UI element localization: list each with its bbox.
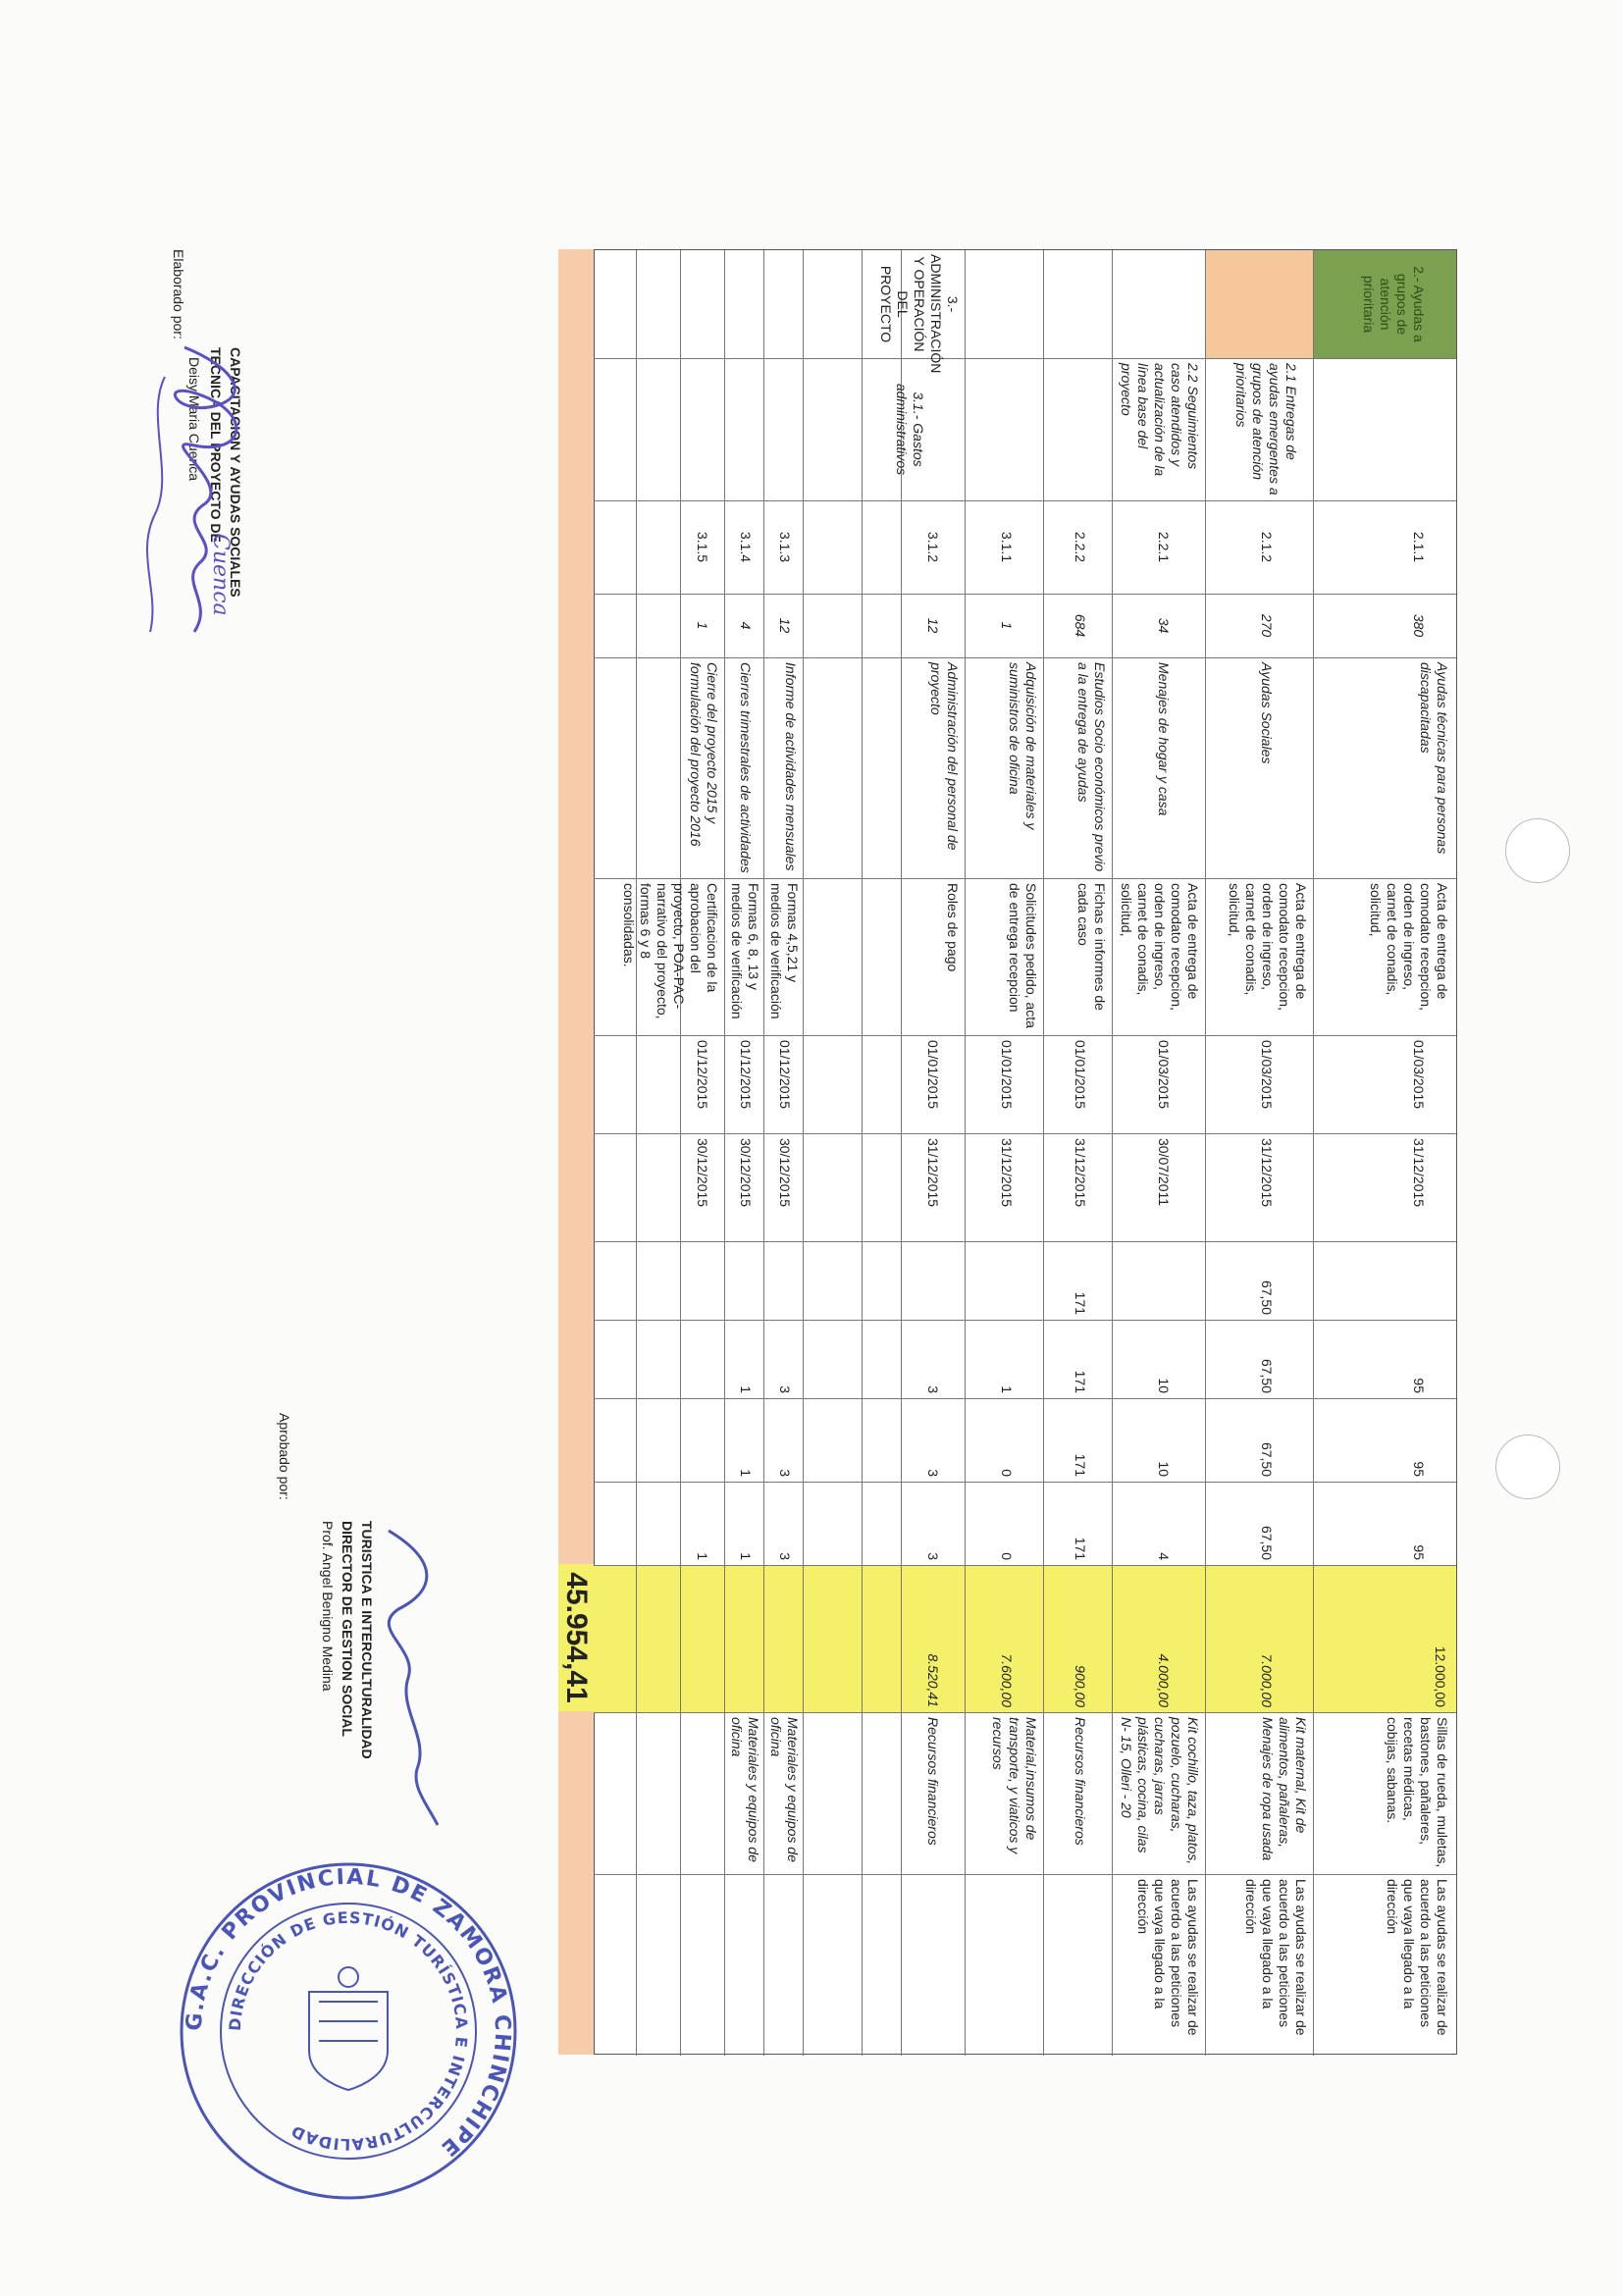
q4-cell: 4 xyxy=(1156,1552,1172,1560)
qty-cell: 12 xyxy=(777,617,793,634)
end-date-cell: 30/07/2011 xyxy=(1156,1138,1172,1207)
budget-cell: 7.600,00 xyxy=(999,1653,1015,1707)
objective-orange-cell xyxy=(1206,250,1314,358)
notes-cell: Las ayudas se realizar de acuerdo a las peticiones que vaya llegado a la dirección xyxy=(1135,1879,1201,2036)
verification-cell: Solicitudes pedido, acta de entrega recepcion xyxy=(1007,883,1039,1028)
end-date-cell: 30/12/2015 xyxy=(695,1138,710,1208)
activity-cell: Ayudas Sociales xyxy=(1259,662,1275,764)
q2-cell: 3 xyxy=(777,1385,793,1393)
code-cell: 2.1.2 xyxy=(1259,531,1275,563)
verification-cell: Acta de entrega de comodato recepcion, orden de ingreso, carnet de conadis, solicitud, xyxy=(1119,883,1201,1011)
handwritten-signature-aprobado xyxy=(369,1521,447,1835)
aprobado-title-2: TURISTICA E INTERCULTURALIDAD xyxy=(359,1521,375,1759)
qty-cell: 1 xyxy=(695,621,710,630)
q4-cell: 3 xyxy=(925,1552,941,1560)
qty-cell: 34 xyxy=(1156,617,1172,634)
q3-cell: 3 xyxy=(777,1469,793,1477)
q3-cell: 67,50 xyxy=(1259,1441,1275,1477)
q4-cell: 3 xyxy=(777,1552,793,1560)
qty-cell: 684 xyxy=(1073,613,1088,638)
activity-cell: Estudios Socio económicos previo a la entrega de ayudas xyxy=(1075,662,1108,872)
start-date-cell: 01/01/2015 xyxy=(1073,1040,1088,1110)
verification-cell: Formas 4,5,21 y medios de verificación xyxy=(768,883,801,1019)
objective-2-label: 2.- Ayudas a grupos de atención prioritaria xyxy=(1361,266,1427,342)
elaborado-name: Deisy Maria Cuenca xyxy=(186,357,202,482)
code-cell: 3.1.5 xyxy=(695,531,710,563)
budget-cell: 4.000,00 xyxy=(1156,1653,1172,1707)
punch-hole-bottom xyxy=(1495,1435,1560,1499)
q4-cell: 171 xyxy=(1073,1537,1088,1560)
end-date-cell: 30/12/2015 xyxy=(738,1138,754,1208)
q3-cell: 10 xyxy=(1156,1461,1172,1477)
budget-yellow-column xyxy=(593,1565,1456,1712)
component-3-1: 3.1.- Gastos administrativos xyxy=(894,383,926,476)
verification-cell: Roles de pago xyxy=(945,883,961,972)
code-cell: 3.1.4 xyxy=(738,531,754,563)
q2-cell: 1 xyxy=(738,1385,754,1393)
notes-cell: Las ayudas se realizar de acuerdo a las peticiones que vaya llegado a la dirección xyxy=(1385,1879,1450,2036)
end-date-cell: 31/12/2015 xyxy=(999,1138,1015,1208)
q4-cell: 1 xyxy=(695,1552,710,1560)
budget-cell: 900,00 xyxy=(1073,1665,1088,1707)
elaborado-block xyxy=(165,249,263,838)
activity-cell: Adquisición de materiales y suministros de oficina xyxy=(1007,662,1039,830)
start-date-cell: 01/12/2015 xyxy=(777,1040,793,1110)
q1-cell: 67,50 xyxy=(1259,1279,1275,1315)
verification-cell: Formas 6, 8, 13 y medios de verificación xyxy=(729,883,761,1019)
start-date-cell: 01/01/2015 xyxy=(999,1040,1015,1110)
resources-cell: Sillas de rueda, muletas, bastones, pañaleres, recetas médicas, cobijas, sabanas. xyxy=(1385,1717,1450,1868)
budget-total: 45.954,41 xyxy=(558,1564,594,1711)
qty-cell: 12 xyxy=(925,617,941,634)
qty-cell: 1 xyxy=(999,621,1015,630)
code-cell: 2.1.1 xyxy=(1411,531,1427,563)
activity-cell: Cierres trimestrales de actividades xyxy=(738,662,754,873)
elaborado-label: Elaborado por: xyxy=(171,249,186,339)
q1-cell: 171 xyxy=(1073,1291,1088,1315)
resources-cell: Kit maternal, Kit de alimentos, pañaleras, Menajes de ropa usada xyxy=(1260,1717,1309,1861)
aprobado-block xyxy=(271,1413,379,1825)
activity-table xyxy=(594,249,1457,2055)
stamp-outer-text: G.A.C. PROVINCIAL DE ZAMORA CHINCHIPE xyxy=(182,1864,515,2163)
aprobado-name: Prof. Angel Benigno Medina xyxy=(320,1521,336,1692)
q2-cell: 171 xyxy=(1073,1370,1088,1393)
start-date-cell: 01/03/2015 xyxy=(1259,1040,1275,1110)
resources-cell: Kit cochillo, taza, platos, pozuelo, cucharas, cucharas, jarras plásticas, cocina, cilas N- 15, Olleri - 20 xyxy=(1119,1717,1201,1865)
component-2-2: 2.2 Seguimientos caso atendidos y actualización de la línea base del proyecto xyxy=(1119,363,1201,477)
aprobado-label: Aprobado por: xyxy=(277,1413,292,1500)
qty-cell: 380 xyxy=(1411,613,1427,638)
start-date-cell: 01/03/2015 xyxy=(1156,1040,1172,1110)
end-date-cell: 30/12/2015 xyxy=(777,1138,793,1208)
coat-of-arms-icon xyxy=(309,1967,388,2090)
resources-cell: Recursos financieros xyxy=(925,1717,941,1846)
verification-cell: Acta de entrega de comodato recepcion, orden de ingreso, carnet de conadis, solicitud, xyxy=(1368,883,1450,1011)
resources-cell: Materiales y equipos de oficina xyxy=(768,1717,801,1862)
handwritten-surname: Cuenca xyxy=(208,534,233,616)
official-stamp xyxy=(172,1854,525,2208)
start-date-cell: 01/01/2015 xyxy=(925,1040,941,1110)
handwritten-signature-elaborado xyxy=(116,338,273,652)
q4-cell: 0 xyxy=(999,1552,1015,1560)
q3-cell: 3 xyxy=(925,1469,941,1477)
notes-cell: Las ayudas se realizar de acuerdo a las peticiones que vaya llegado a la dirección xyxy=(1243,1879,1309,2036)
verification-cell: Certificacion de la aprobacion del proyecto, POA-PAC-narrativo del proyecto, formas 6 y 8 consolidadas. xyxy=(621,883,720,1019)
activity-cell: Ayudas técnicas para personas discapacitadas xyxy=(1418,662,1450,855)
total-orange-bar xyxy=(558,249,594,2055)
q4-cell: 67,50 xyxy=(1259,1525,1275,1560)
objective-3-label: 3.- ADMINISTRACIÓN Y OPERACIÓN DEL PROYECTO xyxy=(878,254,961,374)
end-date-cell: 31/12/2015 xyxy=(925,1138,941,1208)
start-date-cell: 01/03/2015 xyxy=(1411,1040,1427,1110)
q2-cell: 3 xyxy=(925,1385,941,1393)
q4-cell: 1 xyxy=(738,1552,754,1560)
activity-cell: Administración del personal de proyecto xyxy=(928,662,961,851)
end-date-cell: 31/12/2015 xyxy=(1259,1138,1275,1208)
end-date-cell: 31/12/2015 xyxy=(1411,1138,1427,1208)
activity-cell: Informe de actividades mensuales xyxy=(783,662,799,871)
verification-cell: Acta de entrega de comodato recepcion, orden de ingreso, carnet de conadis, solicitud, xyxy=(1227,883,1309,1011)
q4-cell: 95 xyxy=(1411,1544,1427,1560)
q3-cell: 0 xyxy=(999,1469,1015,1477)
stamp-inner-text: DIRECCIÓN DE GESTIÓN TURÍSTICA E INTERCULTURALIDAD xyxy=(225,1907,472,2155)
q2-cell: 95 xyxy=(1411,1378,1427,1393)
elaborado-title-2: CAPACITACION Y AYUDAS SOCIALES xyxy=(228,347,243,598)
code-cell: 2.2.1 xyxy=(1156,531,1172,563)
start-date-cell: 01/12/2015 xyxy=(695,1040,710,1110)
resources-cell: Recursos financieros xyxy=(1073,1717,1088,1846)
start-date-cell: 01/12/2015 xyxy=(738,1040,754,1110)
component-2-1: 2.1 Entregas de ayudas emergentes a grupos de atención prioritarios xyxy=(1233,363,1299,496)
qty-cell: 4 xyxy=(738,621,754,630)
q3-cell: 171 xyxy=(1073,1453,1088,1477)
budget-cell: 12.000,00 xyxy=(1433,1645,1448,1707)
q2-cell: 10 xyxy=(1156,1378,1172,1393)
q2-cell: 1 xyxy=(999,1385,1015,1393)
q3-cell: 1 xyxy=(738,1469,754,1477)
activity-cell: Cierre del proyecto 2015 y formulación del proyecto 2016 xyxy=(688,662,720,847)
q3-cell: 95 xyxy=(1411,1461,1427,1477)
code-cell: 3.1.1 xyxy=(999,531,1015,563)
resources-cell: Material,insumos de transporte, y viaticos y recursos xyxy=(990,1717,1039,1854)
budget-cell: 7.000,00 xyxy=(1259,1653,1275,1707)
code-cell: 3.1.2 xyxy=(925,531,941,563)
aprobado-title-1: DIRECTOR DE GESTION SOCIAL xyxy=(340,1521,355,1737)
code-cell: 2.2.2 xyxy=(1073,531,1088,563)
verification-cell: Fichas e informes de cada caso xyxy=(1075,883,1108,1011)
elaborado-title-1: TECNICA DEL PROYECTO DE xyxy=(208,347,224,543)
punch-hole-top xyxy=(1505,818,1570,883)
code-cell: 3.1.3 xyxy=(777,531,793,563)
resources-cell: Materiales y equipos de oficina xyxy=(729,1717,761,1862)
budget-cell: 8.520,41 xyxy=(925,1653,941,1707)
activity-cell: Menajes de hogar y casa xyxy=(1156,662,1172,816)
svg-text:DIRECCIÓN DE GESTIÓN TURÍSTICA xyxy=(226,1908,471,2154)
end-date-cell: 31/12/2015 xyxy=(1073,1138,1088,1208)
q2-cell: 67,50 xyxy=(1259,1358,1275,1393)
qty-cell: 270 xyxy=(1259,613,1275,638)
rotated-table-page xyxy=(496,249,1457,2055)
